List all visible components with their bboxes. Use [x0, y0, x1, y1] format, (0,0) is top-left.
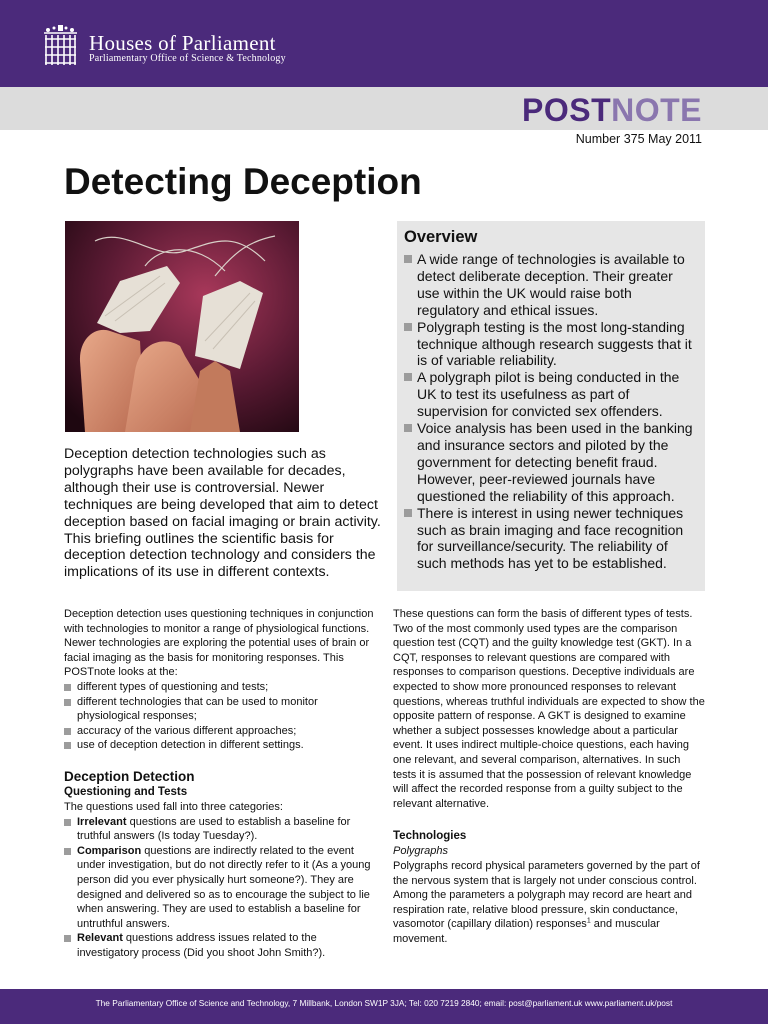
- category-text: questions address issues related to the investigatory process (Did you shoot John Smith?).: [77, 932, 326, 959]
- sub-heading: Polygraphs: [393, 845, 449, 858]
- list-item: different types of questioning and tests;: [64, 680, 376, 695]
- overview-box: [397, 221, 705, 591]
- postnote-logo: [522, 92, 702, 129]
- list-item: [64, 844, 376, 932]
- list-item: [64, 931, 376, 960]
- body-paragraph: The questions used fall into three categories:: [64, 800, 283, 813]
- list-item: accuracy of the various different approaches;: [64, 724, 376, 739]
- left-column: [64, 607, 376, 960]
- body-paragraph: [393, 859, 705, 947]
- list-item: [64, 815, 376, 844]
- overview-item: A wide range of technologies is available to detect deliberate deception. Their greater use within the UK would raise both regulatory and ethical issues.: [404, 251, 697, 319]
- org-subtitle: Parliamentary Office of Science & Technology: [89, 53, 286, 64]
- category-text: questions are indirectly related to the event under investigation, but do not directly refer to it (As a young person did you ever physically hurt someone?). They are designed and delivered so as to encourage the subject to lie when answering. They are used to establish a baseline for untruthful answers.: [77, 844, 371, 930]
- body-paragraph: These questions can form the basis of different types of tests. Two of the most commonly used types are the comparison question test (CQT) and the guilty knowledge test (GKT). In a CQT, responses to relevant questions are compared with responses to comparison questions. Deceptive individuals are expected to show more pronounced responses to relevant questions, whereas truthful individuals are expected to show the opposite pattern of response. A GKT is designed to examine whether a subject possesses knowledge about a particular event. It uses indirect multiple-choice questions, each having one relevant, and several comparison, alternatives. In such tests it is assumed that the possession of relevant knowledge will affect the recorded response from a guilty subject to the relevant alternative.: [393, 608, 705, 810]
- section-heading: Technologies: [393, 830, 467, 843]
- list-item: different technologies that can be used to monitor physiological responses;: [64, 695, 376, 724]
- page-title: Detecting Deception: [64, 161, 422, 202]
- body-paragraph: Deception detection uses questioning techniques in conjunction with technologies to monitor a range of physiological functions. Newer technologies are exploring the potential uses of brain or facial imaging as the basis for monitoring responses. This POSTnote looks at the:: [64, 608, 374, 679]
- category-term: Irrelevant: [77, 815, 127, 828]
- header-bar: [0, 0, 768, 87]
- section-heading: Deception Detection: [64, 768, 195, 784]
- topics-list: [64, 680, 376, 753]
- category-term: Comparison: [77, 844, 142, 857]
- brand-note: NOTE: [611, 92, 702, 128]
- footer-contact: The Parliamentary Office of Science and Technology, 7 Millbank, London SW1P 3JA; Tel: 020 7219 2840; email: post@parliament.uk www.parliament.uk/post: [95, 998, 673, 1008]
- overview-item: There is interest in using newer techniques such as brain imaging and face recognition for surveillance/security. The reliability of such methods has yet to be established.: [404, 505, 697, 573]
- tech-text: Polygraphs record physical parameters governed by the part of the nervous system that is largely not under conscious control. Among the parameters a polygraph may record are heart and respiration rate, relative blood pressure, skin conductance, vasomotor (capillary dilation) responses: [393, 859, 700, 931]
- issue-number: Number 375 May 2011: [575, 132, 702, 146]
- overview-item: Polygraph testing is the most long-standing technique although research suggests that it is of variable reliability.: [404, 319, 697, 370]
- categories-list: [64, 815, 376, 961]
- intro-summary: Deception detection technologies such as polygraphs have been available for decades, although their use is controversial. Newer techniques are being developed that aim to detect deception based on facial imaging or brain activity. This briefing outlines the scientific basis for deception detection technology and considers the implications of its use in different contexts.: [64, 446, 381, 581]
- right-column: [393, 607, 705, 946]
- footer-bar: [0, 989, 768, 1024]
- overview-list: [404, 251, 697, 572]
- category-term: Relevant: [77, 932, 123, 945]
- sub-heading: Questioning and Tests: [64, 785, 188, 798]
- category-text: questions are used to establish a baseline for truthful answers (Is today Tuesday?).: [77, 815, 351, 843]
- overview-item: A polygraph pilot is being conducted in the UK to test its usefulness as part of supervision for convicted sex offenders.: [404, 369, 697, 420]
- footnote-ref: 1: [586, 917, 591, 925]
- brand-post: POST: [521, 92, 612, 128]
- list-item: use of deception detection in different settings.: [64, 738, 376, 753]
- overview-heading: Overview: [404, 228, 478, 246]
- portcullis-icon: [42, 25, 78, 67]
- org-title: Houses of Parliament: [89, 31, 276, 55]
- overview-item: Voice analysis has been used in the banking and insurance sectors and piloted by the government for detecting benefit fraud. However, peer-reviewed journals have questioned the reliability of this approach.: [404, 420, 697, 505]
- finger-sensors-photo: [65, 221, 299, 432]
- tech-tail: and muscular movement.: [393, 918, 660, 945]
